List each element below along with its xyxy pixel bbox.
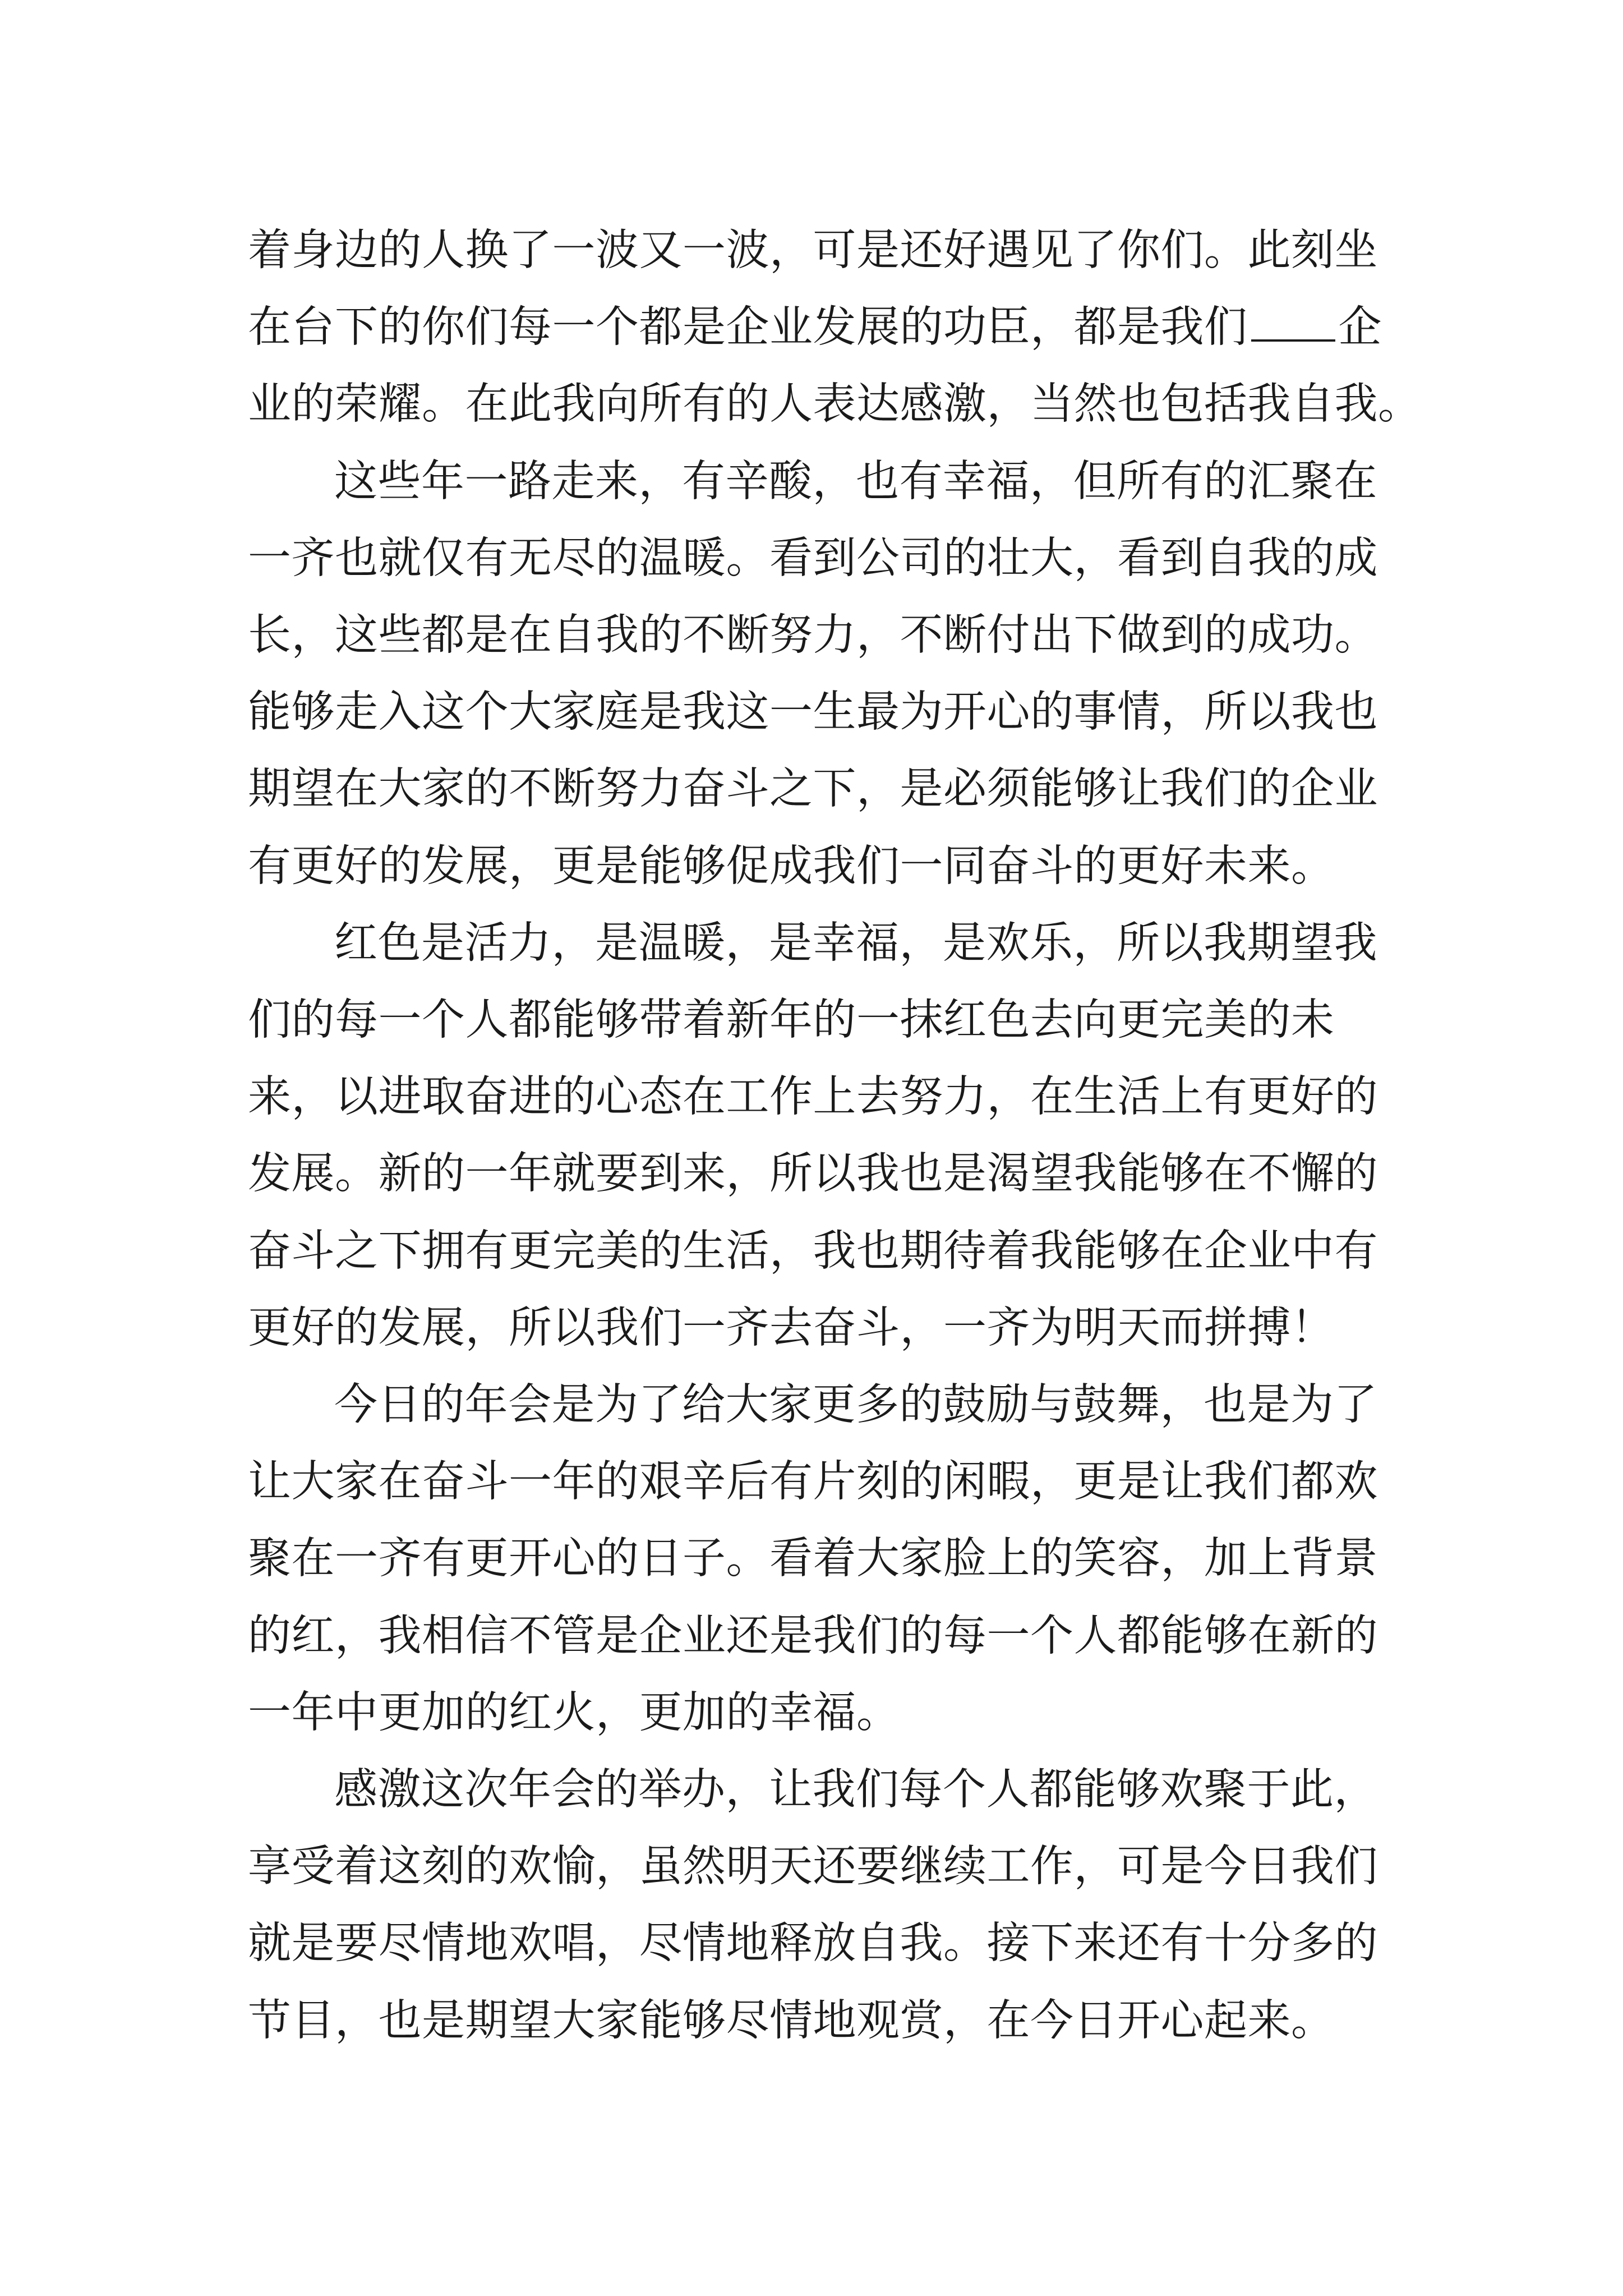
paragraph-1 bbox=[248, 212, 1422, 443]
text-line: 来，以进取奋进的心态在工作上去努力，在生活上有更好的 bbox=[248, 1072, 1378, 1122]
paragraph-5 bbox=[248, 1751, 1386, 2059]
text-segment: 在台下的你们每一个都是企业发展的功臣，都是我们 bbox=[248, 302, 1248, 353]
fill-in-blank bbox=[1251, 306, 1335, 342]
document-body bbox=[248, 212, 1422, 2059]
text-line: 发展。新的一年就要到来，所以我也是渴望我能够在不懈的 bbox=[248, 1149, 1378, 1199]
text-line: 让大家在奋斗一年的艰辛后有片刻的闲暇，更是让我们都欢 bbox=[248, 1457, 1378, 1507]
text-line bbox=[248, 289, 1386, 366]
text-line: 这些年一路走来，有辛酸，也有幸福，但所有的汇聚在 bbox=[334, 456, 1377, 507]
text-line: 节目，也是期望大家能够尽情地观赏，在今日开心起来。 bbox=[248, 1995, 1335, 2046]
text-line: 们的每一个人都能够带着新年的一抹红色去向更完美的未 bbox=[248, 995, 1335, 1046]
text-segment: 企 bbox=[1338, 302, 1382, 353]
text-line: 有更好的发展，更是能够促成我们一同奋斗的更好未来。 bbox=[248, 841, 1335, 891]
text-line: 就是要尽情地欢唱，尽情地释放自我。接下来还有十分多的 bbox=[248, 1918, 1378, 1969]
text-line: 一年中更加的红火，更加的幸福。 bbox=[248, 1687, 900, 1738]
text-line: 更好的发展，所以我们一齐去奋斗，一齐为明天而拼搏！ bbox=[248, 1303, 1335, 1353]
text-line: 一齐也就仅有无尽的温暖。看到公司的壮大，看到自我的成 bbox=[248, 533, 1378, 583]
text-line: 奋斗之下拥有更完美的生活，我也期待着我能够在企业中有 bbox=[248, 1226, 1378, 1276]
text-line: 感激这次年会的举办，让我们每个人都能够欢聚于此， bbox=[334, 1765, 1377, 1815]
paragraph-4 bbox=[248, 1366, 1386, 1751]
paragraph-2 bbox=[248, 443, 1386, 905]
text-line: 聚在一齐有更开心的日子。看着大家脸上的笑容，加上背景 bbox=[248, 1534, 1378, 1584]
text-line: 红色是活力，是温暖，是幸福，是欢乐，所以我期望我 bbox=[334, 918, 1377, 968]
paragraph-3 bbox=[248, 905, 1386, 1366]
text-line: 今日的年会是为了给大家更多的鼓励与鼓舞，也是为了 bbox=[334, 1380, 1377, 1430]
text-line: 能够走入这个大家庭是我这一生最为开心的事情，所以我也 bbox=[248, 687, 1378, 738]
text-line: 着身边的人换了一波又一波，可是还好遇见了你们。此刻坐 bbox=[248, 226, 1378, 275]
text-line: 业的荣耀。在此我向所有的人表达感激，当然也包括我自我。 bbox=[248, 379, 1422, 430]
text-line: 期望在大家的不断努力奋斗之下，是必须能够让我们的企业 bbox=[248, 764, 1378, 815]
text-line: 长，这些都是在自我的不断努力，不断付出下做到的成功。 bbox=[248, 610, 1378, 661]
text-line: 的红，我相信不管是企业还是我们的每一个人都能够在新的 bbox=[248, 1611, 1378, 1661]
text-line: 享受着这刻的欢愉，虽然明天还要继续工作，可是今日我们 bbox=[248, 1842, 1378, 1892]
